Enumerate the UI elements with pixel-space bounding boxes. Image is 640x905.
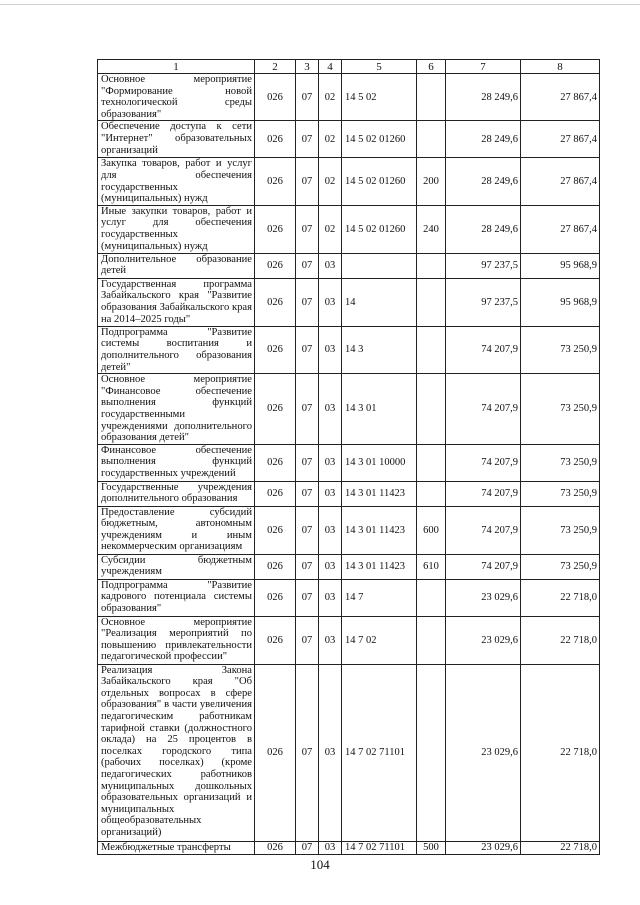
table-row [98,664,600,841]
cell-c5: 14 3 01 11423 [342,481,417,506]
cell-c4: 03 [319,444,342,481]
cell-c4: 03 [319,326,342,373]
cell-c7: 74 207,9 [446,506,521,554]
cell-c4: 03 [319,253,342,278]
cell-c2: 026 [255,841,296,854]
cell-c4: 03 [319,579,342,616]
cell-c5: 14 3 01 10000 [342,444,417,481]
cell-c2: 026 [255,326,296,373]
header-col-6: 6 [417,60,446,74]
table-row [98,506,600,554]
cell-c3: 07 [296,841,319,854]
cell-c2: 026 [255,444,296,481]
cell-c2: 026 [255,664,296,841]
cell-c6 [417,444,446,481]
cell-c5: 14 3 01 11423 [342,506,417,554]
cell-name: Государственные учреждения дополнительного образования [98,481,255,506]
cell-c8: 22 718,0 [521,841,600,854]
header-col-1: 1 [98,60,255,74]
cell-c2: 026 [255,481,296,506]
cell-c2: 026 [255,278,296,326]
cell-c2: 026 [255,579,296,616]
cell-c4: 02 [319,205,342,253]
cell-c5: 14 3 [342,326,417,373]
cell-c3: 07 [296,554,319,579]
cell-c3: 07 [296,481,319,506]
cell-c2: 026 [255,616,296,664]
cell-c2: 026 [255,158,296,205]
cell-name: Финансовое обеспечение выполнения функций государственных учреждений [98,444,255,481]
cell-c3: 07 [296,326,319,373]
cell-c7: 23 029,6 [446,841,521,854]
header-col-7: 7 [446,60,521,74]
page-top-rule [0,4,640,5]
cell-c4: 03 [319,481,342,506]
cell-c3: 07 [296,74,319,121]
cell-name: Подпрограмма "Развитие системы воспитания и дополнительного образования детей" [98,326,255,373]
header-col-3: 3 [296,60,319,74]
cell-c3: 07 [296,158,319,205]
table-row [98,616,600,664]
cell-c5: 14 7 02 [342,616,417,664]
table-row [98,444,600,481]
cell-c6 [417,616,446,664]
header-col-8: 8 [521,60,600,74]
cell-c8: 27 867,4 [521,158,600,205]
cell-c5: 14 3 01 [342,374,417,445]
cell-c3: 07 [296,205,319,253]
cell-name: Основное мероприятие "Финансовое обеспечение выполнения функций государственными учреждениями дополнительного образования детей" [98,374,255,445]
cell-c7: 74 207,9 [446,554,521,579]
cell-c3: 07 [296,253,319,278]
cell-c7: 74 207,9 [446,444,521,481]
cell-c8: 73 250,9 [521,481,600,506]
cell-c3: 07 [296,278,319,326]
cell-c8: 22 718,0 [521,616,600,664]
cell-c5: 14 7 [342,579,417,616]
cell-c4: 03 [319,616,342,664]
table-body [98,74,600,855]
cell-c4: 03 [319,554,342,579]
cell-c6 [417,74,446,121]
cell-c8: 27 867,4 [521,121,600,158]
header-row [98,60,600,74]
cell-c5 [342,253,417,278]
cell-c2: 026 [255,374,296,445]
cell-c2: 026 [255,554,296,579]
table-row [98,158,600,205]
cell-name: Основное мероприятие "Реализация мероприятий по повышению привлекательности педагогической профессии" [98,616,255,664]
table-row [98,74,600,121]
cell-c7: 74 207,9 [446,326,521,373]
header-col-5: 5 [342,60,417,74]
cell-c6 [417,326,446,373]
table-row [98,554,600,579]
cell-c3: 07 [296,506,319,554]
cell-c8: 73 250,9 [521,326,600,373]
cell-c3: 07 [296,664,319,841]
budget-table-container [97,59,599,855]
cell-c2: 026 [255,506,296,554]
cell-c7: 97 237,5 [446,253,521,278]
cell-c2: 026 [255,74,296,121]
cell-c4: 03 [319,374,342,445]
table-row [98,481,600,506]
table-row [98,205,600,253]
cell-c7: 23 029,6 [446,616,521,664]
table-row [98,253,600,278]
cell-c7: 23 029,6 [446,664,521,841]
header-col-4: 4 [319,60,342,74]
cell-c5: 14 5 02 01260 [342,121,417,158]
cell-c8: 73 250,9 [521,444,600,481]
cell-c3: 07 [296,444,319,481]
table-row [98,121,600,158]
cell-c6: 200 [417,158,446,205]
budget-table [97,59,600,855]
cell-c5: 14 7 02 71101 [342,664,417,841]
cell-c2: 026 [255,253,296,278]
cell-c4: 03 [319,664,342,841]
page-number: 104 [310,857,330,872]
cell-c3: 07 [296,121,319,158]
cell-c5: 14 5 02 01260 [342,205,417,253]
cell-c5: 14 3 01 11423 [342,554,417,579]
cell-c3: 07 [296,579,319,616]
table-row [98,326,600,373]
cell-c5: 14 [342,278,417,326]
cell-c4: 03 [319,278,342,326]
cell-name: Дополнительное образование детей [98,253,255,278]
cell-c6: 610 [417,554,446,579]
cell-c8: 27 867,4 [521,74,600,121]
cell-c5: 14 5 02 [342,74,417,121]
cell-c5: 14 7 02 71101 [342,841,417,854]
cell-c2: 026 [255,121,296,158]
cell-c3: 07 [296,616,319,664]
cell-name: Закупка товаров, работ и услуг для обеспечения государственных (муниципальных) нужд [98,158,255,205]
cell-c8: 95 968,9 [521,253,600,278]
cell-c2: 026 [255,205,296,253]
cell-name: Иные закупки товаров, работ и услуг для обеспечения государственных (муниципальных) нужд [98,205,255,253]
cell-name: Подпрограмма "Развитие кадрового потенциала системы образования" [98,579,255,616]
cell-c5: 14 5 02 01260 [342,158,417,205]
cell-name: Государственная программа Забайкальского края "Развитие образования Забайкальского края на 2014–2025 годы" [98,278,255,326]
cell-c6: 600 [417,506,446,554]
cell-c8: 22 718,0 [521,664,600,841]
cell-name: Предоставление субсидий бюджетным, автономным учреждениям и иным некоммерческим организациям [98,506,255,554]
cell-c7: 28 249,6 [446,121,521,158]
cell-c7: 74 207,9 [446,374,521,445]
cell-c7: 28 249,6 [446,74,521,121]
cell-c6 [417,481,446,506]
cell-c6 [417,374,446,445]
cell-c8: 73 250,9 [521,506,600,554]
cell-name: Обеспечение доступа к сети "Интернет" образовательных организаций [98,121,255,158]
cell-c4: 02 [319,121,342,158]
table-row [98,374,600,445]
cell-c4: 02 [319,158,342,205]
cell-c6 [417,253,446,278]
cell-c7: 28 249,6 [446,205,521,253]
cell-c8: 95 968,9 [521,278,600,326]
table-row [98,579,600,616]
cell-c6: 500 [417,841,446,854]
cell-c8: 22 718,0 [521,579,600,616]
cell-name: Основное мероприятие "Формирование новой технологической среды образования" [98,74,255,121]
table-row [98,278,600,326]
cell-c8: 27 867,4 [521,205,600,253]
cell-c6 [417,121,446,158]
cell-c3: 07 [296,374,319,445]
cell-c4: 03 [319,841,342,854]
cell-c4: 02 [319,74,342,121]
cell-c6 [417,278,446,326]
cell-c6 [417,579,446,616]
cell-c7: 97 237,5 [446,278,521,326]
cell-c7: 23 029,6 [446,579,521,616]
cell-c4: 03 [319,506,342,554]
cell-c7: 28 249,6 [446,158,521,205]
table-row [98,841,600,854]
cell-name: Межбюджетные трансферты [98,841,255,854]
cell-c8: 73 250,9 [521,554,600,579]
cell-name: Реализация Закона Забайкальского края "Об отдельных вопросах в сфере образования" в части увеличения педагогическим работникам тарифной ставки (должностного оклада) на 25 процентов в поселках городского типа (рабочих поселках) (кроме педагогических работников муниципальных дошкольных образовательных организаций и муниципальных общеобразовательных организаций) [98,664,255,841]
cell-c6 [417,664,446,841]
header-col-2: 2 [255,60,296,74]
cell-c6: 240 [417,205,446,253]
cell-c7: 74 207,9 [446,481,521,506]
cell-name: Субсидии бюджетным учреждениям [98,554,255,579]
cell-c8: 73 250,9 [521,374,600,445]
